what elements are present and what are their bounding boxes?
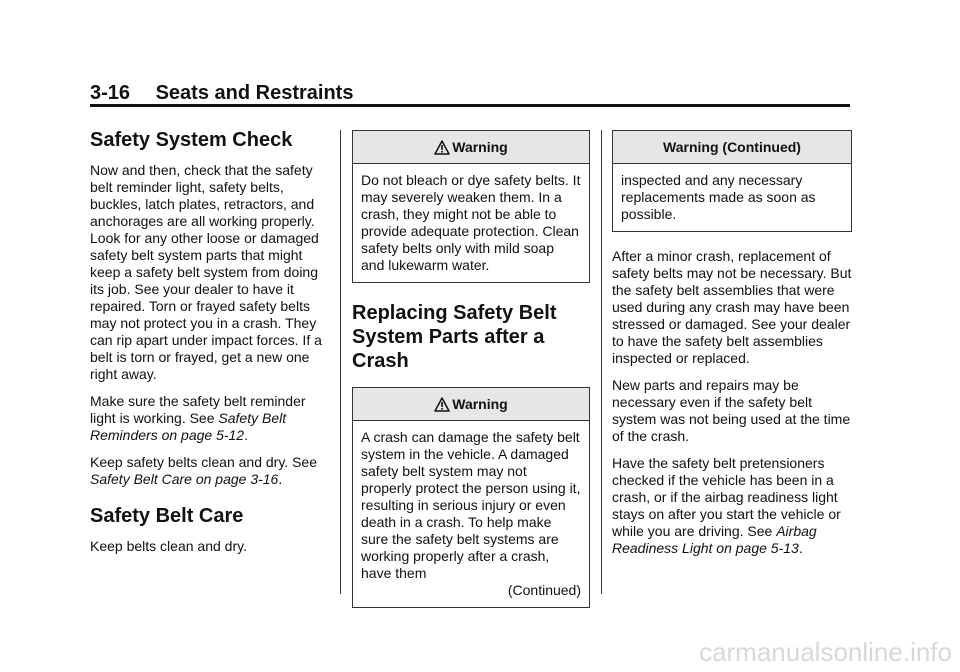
- paragraph: [612, 455, 852, 557]
- cross-reference-link[interactable]: Safety Belt Reminders on page 5-12: [90, 410, 287, 443]
- column-divider-2: [601, 130, 602, 594]
- warning-box-continued: [612, 130, 852, 232]
- warning-body: [353, 421, 589, 607]
- paragraph: New parts and repairs may be necessary even if the safety belt system was not being used at the time of the crash.: [612, 377, 851, 444]
- cross-reference-link[interactable]: Airbag Readiness Light on page 5-13: [612, 523, 817, 556]
- watermark: carmanualsonline.info: [699, 637, 952, 667]
- heading-replacing-parts: Replacing Safety Belt System Parts after a Crash: [352, 302, 557, 372]
- paragraph: After a minor crash, replacement of safety belts may not be necessary. But the safety belt assemblies that were used during any crash may have been stressed or damaged. See your dealer to have the safety belt assemblies inspected or replaced.: [612, 248, 852, 366]
- warning-triangle-icon: [434, 397, 450, 412]
- warning-text: A crash can damage the safety belt system in the vehicle. A damaged safety belt system may not properly protect the person using it, resulting in serious injury or even death in a crash. To help make sure the safety belt systems are working properly after a crash, have them: [361, 429, 581, 581]
- warning-body: inspected and any necessary replacements made as soon as possible.: [621, 172, 816, 222]
- paragraph-text: Have the safety belt pretensioners checked if the vehicle has been in a crash, or if the airbag readiness light stays on after you start the vehicle or while you are driving. See: [612, 455, 841, 539]
- page-number: 3-16: [90, 82, 131, 104]
- paragraph-end: .: [278, 471, 283, 487]
- paragraph: [90, 454, 330, 488]
- column-3: [612, 130, 852, 567]
- cross-reference-link[interactable]: Safety Belt Care on page 3-16: [90, 471, 279, 487]
- warning-box: [352, 387, 590, 608]
- paragraph: Keep belts clean and dry.: [90, 538, 247, 554]
- warning-box: [352, 130, 590, 283]
- warning-title: [353, 388, 589, 421]
- warning-label: Warning: [452, 396, 508, 412]
- page-header: [90, 82, 850, 105]
- warning-title: Warning (Continued): [613, 131, 851, 164]
- paragraph-text: Keep safety belts clean and dry. See: [90, 454, 317, 470]
- paragraph-end: .: [244, 427, 248, 443]
- header-rule: [90, 104, 850, 107]
- warning-body: Do not bleach or dye safety belts. It may severely weaken them. In a crash, they might not be able to provide adequate protection. Clean safety belts only with mild soap and lukewarm water.: [361, 172, 581, 273]
- paragraph: [90, 393, 330, 444]
- warning-title: [353, 131, 589, 164]
- continued-label: (Continued): [507, 582, 581, 598]
- paragraph-text: Make sure the safety belt reminder light is working. See: [90, 393, 306, 426]
- warning-triangle-icon: [434, 140, 450, 155]
- column-1: [90, 128, 330, 565]
- column-divider-1: [340, 130, 341, 594]
- column-2: [352, 130, 590, 608]
- paragraph: Now and then, check that the safety belt reminder light, safety belts, buckles, latch plates, retractors, and anchorages are all working properly. Look for any other loose or damaged safety belt system parts that might keep a safety belt system from doing its job. See your dealer to have it repaired. Torn or frayed safety belts may not protect you in a crash. They can rip apart under impact forces. If a belt is torn or frayed, get a new one right away.: [90, 162, 322, 382]
- warning-label: Warning: [452, 139, 508, 155]
- heading-safety-belt-care: Safety Belt Care: [90, 505, 244, 527]
- heading-safety-system-check: Safety System Check: [90, 129, 293, 151]
- section-title: Seats and Restraints: [155, 82, 354, 104]
- paragraph-end: .: [798, 540, 803, 556]
